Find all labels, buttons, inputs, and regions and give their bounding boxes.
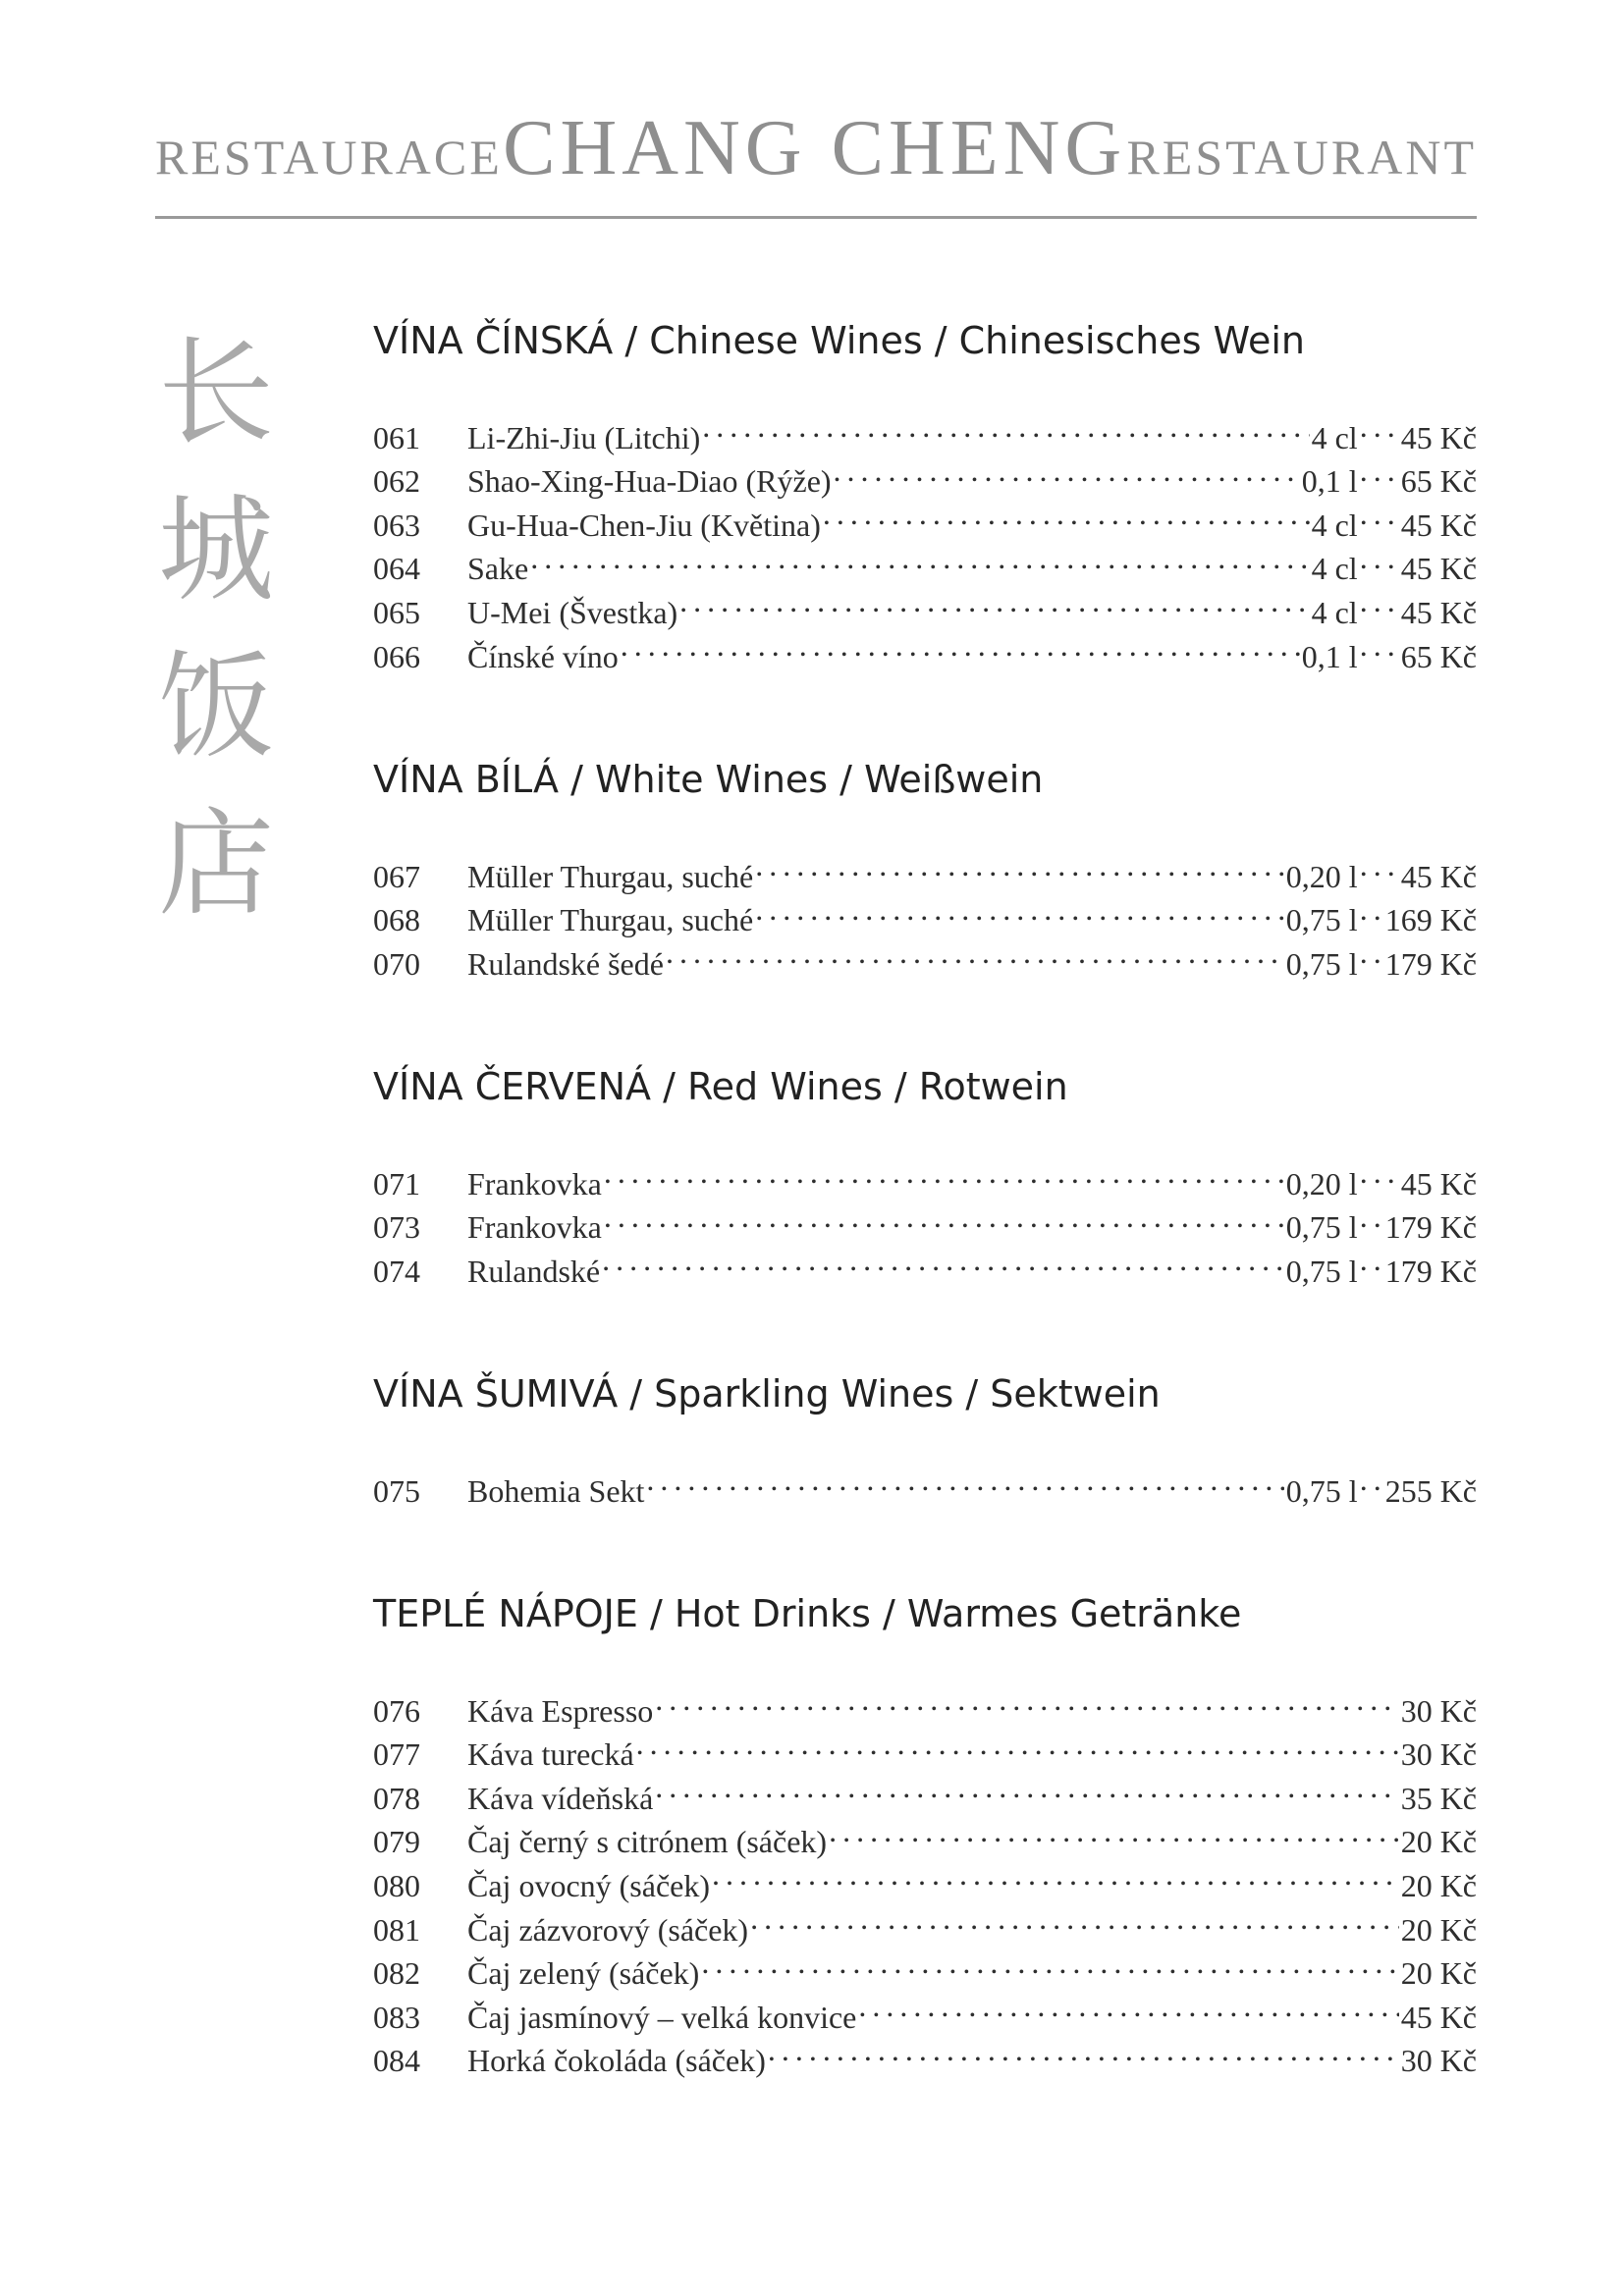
item-volume: 0,20 l bbox=[1285, 858, 1358, 894]
item-code: 083 bbox=[373, 1999, 420, 2035]
hanzi-char: 饭 bbox=[157, 639, 274, 774]
item-name: Sake bbox=[467, 551, 529, 587]
item-price: 45 Kč bbox=[1400, 507, 1477, 543]
item-name: U-Mei (Švestka) bbox=[467, 594, 678, 630]
item-name: Müller Thurgau, suché bbox=[467, 902, 754, 938]
item-code: 084 bbox=[373, 2043, 420, 2079]
section-title: VÍNA ČÍNSKÁ / Chinese Wines / Chinesisches Wein bbox=[373, 319, 1305, 362]
item-price: 179 Kč bbox=[1384, 1253, 1477, 1289]
item-volume: 0,20 l bbox=[1285, 1165, 1358, 1201]
dot-leader bbox=[755, 887, 1284, 932]
item-name: Káva Espresso bbox=[467, 1692, 654, 1729]
item-list bbox=[373, 404, 1477, 674]
item-volume: 4 cl bbox=[1311, 507, 1358, 543]
dot-leader bbox=[1360, 1195, 1383, 1239]
item-name: Čaj ovocný (sáček) bbox=[467, 1867, 711, 1903]
section-chinese-wines bbox=[373, 316, 1477, 674]
dot-leader bbox=[712, 1852, 1399, 1896]
dot-leader bbox=[701, 1941, 1398, 1985]
list-item bbox=[373, 843, 1477, 894]
item-volume: 0,75 l bbox=[1285, 1253, 1358, 1289]
restaurant-name: CHANG CHENG bbox=[503, 105, 1127, 191]
item-price: 30 Kč bbox=[1400, 2043, 1477, 2079]
dot-leader bbox=[823, 492, 1310, 536]
dot-leader bbox=[829, 1809, 1399, 1853]
item-name: Bohemia Sekt bbox=[467, 1472, 645, 1509]
item-name: Rulandské bbox=[467, 1253, 601, 1289]
item-code: 081 bbox=[373, 1911, 420, 1948]
section-title: TEPLÉ NÁPOJE / Hot Drinks / Warmes Getränke bbox=[373, 1592, 1242, 1635]
item-code: 080 bbox=[373, 1867, 420, 1903]
dot-leader bbox=[755, 843, 1284, 887]
dot-leader bbox=[655, 1678, 1398, 1722]
item-code: 075 bbox=[373, 1472, 420, 1509]
dot-leader bbox=[1360, 623, 1399, 667]
dot-leader bbox=[666, 931, 1284, 975]
item-name: Rulandské šedé bbox=[467, 945, 664, 982]
item-code: 067 bbox=[373, 858, 420, 894]
list-item bbox=[373, 404, 1477, 455]
item-name: Čaj jasmínový – velká konvice bbox=[467, 1999, 857, 2035]
dot-leader bbox=[646, 1458, 1283, 1502]
item-price: 45 Kč bbox=[1400, 594, 1477, 630]
list-item bbox=[373, 1150, 1477, 1201]
dot-leader bbox=[602, 1238, 1284, 1282]
item-volume: 4 cl bbox=[1311, 419, 1358, 455]
header-divider bbox=[155, 216, 1477, 219]
item-price: 20 Kč bbox=[1400, 1867, 1477, 1903]
dot-leader bbox=[1360, 931, 1383, 975]
item-code: 064 bbox=[373, 551, 420, 587]
dot-leader bbox=[1360, 1458, 1383, 1502]
dot-leader bbox=[679, 579, 1309, 623]
item-name: Čaj černý s citrónem (sáček) bbox=[467, 1824, 828, 1860]
section-title: VÍNA ČERVENÁ / Red Wines / Rotwein bbox=[373, 1065, 1068, 1108]
item-code: 061 bbox=[373, 419, 420, 455]
item-name: Čínské víno bbox=[467, 638, 619, 674]
item-price: 45 Kč bbox=[1400, 551, 1477, 587]
item-price: 45 Kč bbox=[1400, 1165, 1477, 1201]
item-volume: 4 cl bbox=[1311, 551, 1358, 587]
item-code: 077 bbox=[373, 1736, 420, 1773]
item-price: 179 Kč bbox=[1384, 945, 1477, 982]
item-list bbox=[373, 1678, 1477, 2079]
dot-leader bbox=[858, 1984, 1398, 2028]
item-price: 45 Kč bbox=[1400, 1999, 1477, 2035]
item-code: 062 bbox=[373, 463, 420, 500]
item-price: 255 Kč bbox=[1384, 1472, 1477, 1509]
item-list bbox=[373, 1150, 1477, 1289]
item-code: 078 bbox=[373, 1780, 420, 1816]
dot-leader bbox=[636, 1722, 1399, 1766]
item-name: Gu-Hua-Chen-Jiu (Květina) bbox=[467, 507, 821, 543]
item-name: Káva vídeňská bbox=[467, 1780, 654, 1816]
dot-leader bbox=[1360, 887, 1383, 932]
item-volume: 0,1 l bbox=[1301, 638, 1358, 674]
item-code: 079 bbox=[373, 1824, 420, 1860]
item-list bbox=[373, 1458, 1477, 1509]
item-price: 20 Kč bbox=[1400, 1824, 1477, 1860]
item-price: 20 Kč bbox=[1400, 1911, 1477, 1948]
dot-leader bbox=[834, 449, 1300, 493]
hanzi-char: 店 bbox=[157, 796, 274, 932]
item-name: Čaj zelený (sáček) bbox=[467, 1955, 700, 1992]
dot-leader bbox=[604, 1150, 1284, 1195]
item-volume: 0,1 l bbox=[1301, 463, 1358, 500]
section-white-wines bbox=[373, 755, 1477, 982]
section-title: VÍNA ŠUMIVÁ / Sparkling Wines / Sektwein bbox=[373, 1372, 1161, 1415]
item-name: Frankovka bbox=[467, 1165, 602, 1201]
item-name: Müller Thurgau, suché bbox=[467, 858, 754, 894]
hanzi-char: 城 bbox=[157, 482, 274, 617]
item-code: 068 bbox=[373, 902, 420, 938]
dot-leader bbox=[530, 536, 1309, 580]
header-right-word: RESTAURANT bbox=[1126, 130, 1477, 185]
dot-leader bbox=[702, 404, 1309, 449]
restaurant-header bbox=[155, 104, 1477, 191]
item-name: Li-Zhi-Jiu (Litchi) bbox=[467, 419, 701, 455]
item-name: Shao-Xing-Hua-Diao (Rýže) bbox=[467, 463, 832, 500]
item-volume: 4 cl bbox=[1311, 594, 1358, 630]
item-name: Horká čokoláda (sáček) bbox=[467, 2043, 766, 2079]
item-code: 082 bbox=[373, 1955, 420, 1992]
hanzi-char: 长 bbox=[157, 325, 274, 460]
item-price: 179 Kč bbox=[1384, 1209, 1477, 1246]
list-item bbox=[373, 1458, 1477, 1509]
dot-leader bbox=[1360, 536, 1399, 580]
item-price: 30 Kč bbox=[1400, 1736, 1477, 1773]
item-price: 35 Kč bbox=[1400, 1780, 1477, 1816]
item-price: 45 Kč bbox=[1400, 858, 1477, 894]
item-code: 073 bbox=[373, 1209, 420, 1246]
item-volume: 0,75 l bbox=[1285, 945, 1358, 982]
item-code: 076 bbox=[373, 1692, 420, 1729]
chinese-name-vertical bbox=[147, 314, 285, 942]
dot-leader bbox=[604, 1195, 1284, 1239]
item-list bbox=[373, 843, 1477, 982]
dot-leader bbox=[1360, 1150, 1399, 1195]
list-item bbox=[373, 1678, 1477, 1729]
dot-leader bbox=[1360, 492, 1399, 536]
item-code: 066 bbox=[373, 638, 420, 674]
dot-leader bbox=[1360, 579, 1399, 623]
section-hot-drinks bbox=[373, 1589, 1477, 2079]
item-code: 070 bbox=[373, 945, 420, 982]
item-code: 065 bbox=[373, 594, 420, 630]
item-name: Frankovka bbox=[467, 1209, 602, 1246]
section-red-wines bbox=[373, 1062, 1477, 1289]
dot-leader bbox=[621, 623, 1300, 667]
item-price: 169 Kč bbox=[1384, 902, 1477, 938]
item-code: 074 bbox=[373, 1253, 420, 1289]
dot-leader bbox=[1360, 1238, 1383, 1282]
item-price: 45 Kč bbox=[1400, 419, 1477, 455]
item-price: 30 Kč bbox=[1400, 1692, 1477, 1729]
dot-leader bbox=[655, 1765, 1398, 1809]
header-left-word: RESTAURACE bbox=[155, 130, 503, 185]
dot-leader bbox=[750, 1896, 1399, 1941]
item-price: 20 Kč bbox=[1400, 1955, 1477, 1992]
section-title: VÍNA BÍLÁ / White Wines / Weißwein bbox=[373, 758, 1044, 801]
item-price: 65 Kč bbox=[1400, 638, 1477, 674]
item-name: Káva turecká bbox=[467, 1736, 634, 1773]
item-code: 063 bbox=[373, 507, 420, 543]
dot-leader bbox=[1360, 843, 1399, 887]
item-volume: 0,75 l bbox=[1285, 1209, 1358, 1246]
dot-leader bbox=[768, 2028, 1399, 2072]
item-volume: 0,75 l bbox=[1285, 902, 1358, 938]
section-sparkling-wines bbox=[373, 1369, 1477, 1509]
item-name: Čaj zázvorový (sáček) bbox=[467, 1911, 749, 1948]
item-price: 65 Kč bbox=[1400, 463, 1477, 500]
dot-leader bbox=[1360, 404, 1399, 449]
item-volume: 0,75 l bbox=[1285, 1472, 1358, 1509]
dot-leader bbox=[1360, 449, 1399, 493]
item-code: 071 bbox=[373, 1165, 420, 1201]
